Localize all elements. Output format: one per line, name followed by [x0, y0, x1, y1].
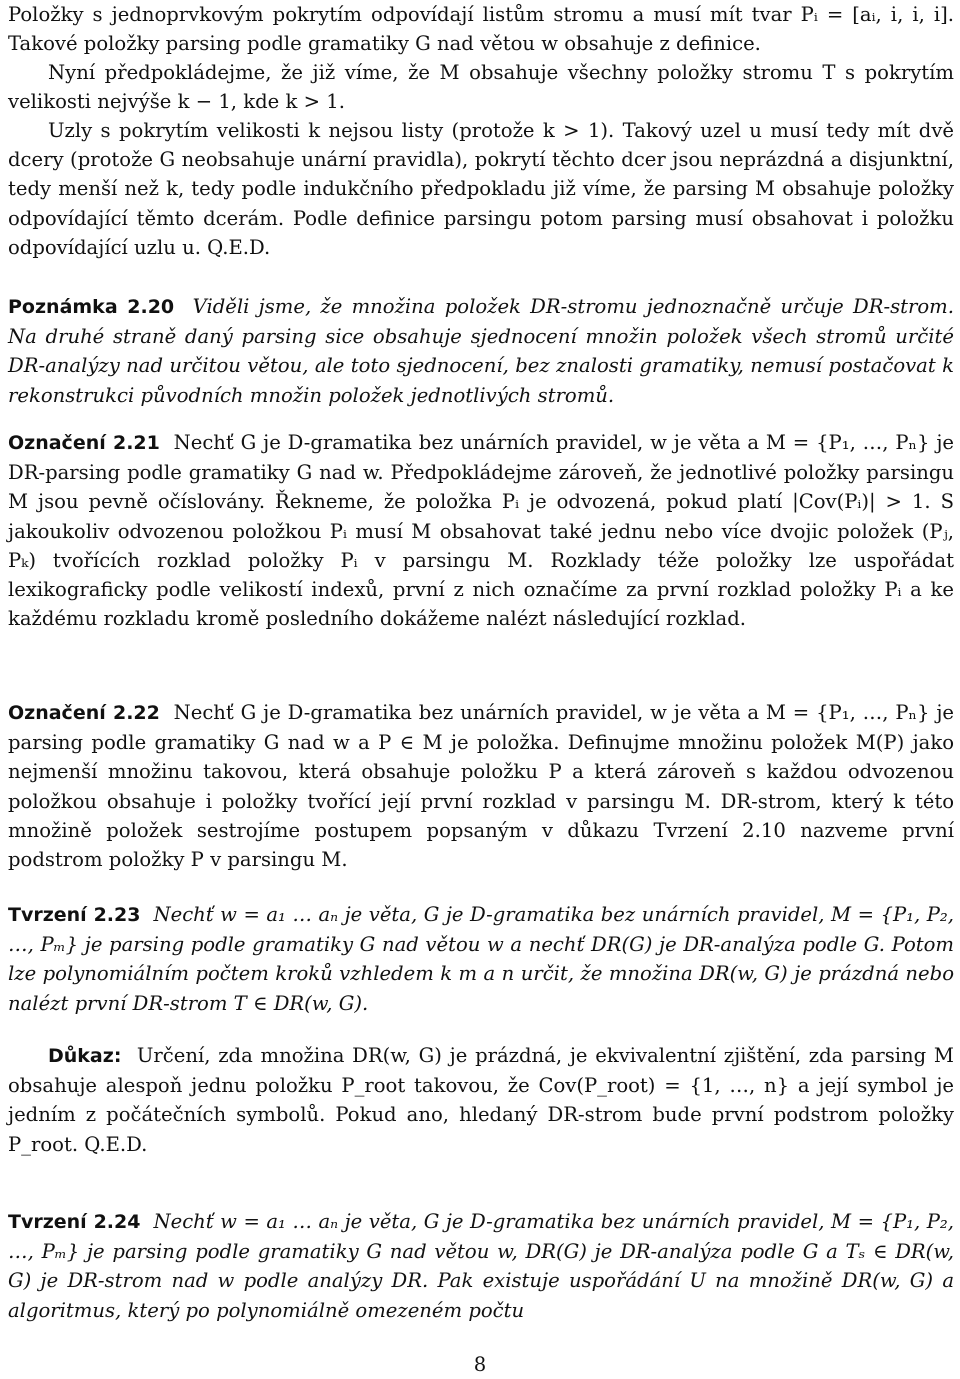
intro-text-3: Uzly s pokrytím velikosti k nejsou listy (protože k > 1). Takový uzel u musí tedy mít dvě dcery (protože G neobsahuje unární pravidla), pokrytí těchto dcer jsou neprázdná a disjunktní, tedy menší než k, tedy podle indukčního předpokladu již víme, že parsing M obsahuje položky odpovídající těmto dcerám. Podle definice parsingu potom parsing musí obsahovat i položku odpovídající uzlu u. Q.E.D. [8, 119, 954, 259]
proposition-23-label: Tvrzení 2.23 [8, 904, 141, 926]
proof-label: Důkaz: [48, 1045, 122, 1067]
page-number: 8 [473, 1353, 487, 1376]
intro-text-1: Položky s jednoprvkovým pokrytím odpovídají listům stromu a musí mít tvar Pᵢ = [aᵢ, i, i, i]. Takové položky parsing podle gramatiky G nad větou w obsahuje z definice. [8, 3, 954, 56]
proposition-23-text: Nechť w = a₁ … aₙ je věta, G je D-gramatika bez unárních pravidel, M = {P₁, P₂, …, Pₘ} je parsing podle gramatiky G nad větou w a nechť DR(G) je DR-analýza podle G. Potom lze polynomiálním počtem kroků vzhledem k m a n určit, že množina DR(w, G) je prázdná nebo nalézt první DR-strom T ∈ DR(w, G). [8, 903, 954, 1015]
proof-text: Určení, zda množina DR(w, G) je prázdná, je ekvivalentní zjištění, zda parsing M obsahuje alespoň jednu položku P_root takovou, že Cov(P_root) = {1, …, n} a její symbol je jedním z počátečních symbolů. Pokud ano, hledaný DR-strom bude první podstrom položky P_root. Q.E.D. [8, 1044, 954, 1156]
remark-2-20 [8, 292, 954, 410]
notation-22-text: Nechť G je D-gramatika bez unárních pravidel, w je věta a M = {P₁, …, Pₙ} je parsing podle gramatiky G nad w a P ∈ M je položka. Definujme množinu položek M(P) jako nejmenší množinu takovou, která obsahuje položku P a která zároveň s každou odvozenou položkou obsahuje i položky tvořící její první rozklad v parsingu M. DR-strom, který k této množině položek sestrojíme postupem popsaným v důkazu Tvrzení 2.10 nazveme první podstrom položky P v parsingu M. [8, 701, 954, 872]
intro-paragraph-2 [8, 58, 954, 116]
remark-label: Poznámka 2.20 [8, 296, 175, 318]
notation-21-label: Označení 2.21 [8, 432, 160, 454]
remark-text: Viděli jsme, že množina položek DR-stromu jednoznačně určuje DR-strom. Na druhé straně daný parsing sice obsahuje sjednocení množin položek všech stromů určité DR-analýzy nad určitou větou, ale toto sjednocení, bez znalosti gramatiky, nemusí postačovat k rekonstrukci původních množin položek jednotlivých stromů. [8, 295, 954, 407]
notation-21-text: Nechť G je D-gramatika bez unárních pravidel, w je věta a M = {P₁, …, Pₙ} je DR-parsing podle gramatiky G nad w. Předpokládejme zároveň, že jednotlivé položky parsingu M jsou pevně očíslovány. Řekneme, že položka Pᵢ je odvozená, pokud platí |Cov(Pᵢ)| > 1. S jakoukoliv odvozenou položkou Pᵢ musí M obsahovat také jednu nebo více dvojic položek (Pⱼ, Pₖ) tvořících rozklad položky Pᵢ v parsingu M. Rozklady téže položky lze uspořádat lexikograficky podle velikostí indexů, první z nich označíme za první rozklad položky Pᵢ a ke každému rozkladu kromě posledního dokážeme nalézt následující rozklad. [8, 431, 954, 631]
proof [8, 1041, 954, 1159]
proposition-24-label: Tvrzení 2.24 [8, 1211, 141, 1233]
intro-paragraph-3 [8, 116, 954, 262]
proposition-2-24 [8, 1207, 954, 1325]
proposition-2-23 [8, 900, 954, 1018]
notation-2-22 [8, 698, 954, 874]
notation-22-label: Označení 2.22 [8, 702, 160, 724]
intro-text-2: Nyní předpokládejme, že již víme, že M obsahuje všechny položky stromu T s pokrytím velikosti nejvýše k − 1, kde k > 1. [8, 61, 954, 114]
notation-2-21 [8, 428, 954, 633]
intro-paragraph-1 [8, 0, 954, 58]
proposition-24-text: Nechť w = a₁ … aₙ je věta, G je D-gramatika bez unárních pravidel, M = {P₁, P₂, …, Pₘ} je parsing podle gramatiky G nad větou w, DR(G) je DR-analýza podle G a Tₛ ∈ DR(w, G) je DR-strom nad w podle analýzy DR. Pak existuje uspořádání U na množině DR(w, G) a algoritmus, který po polynomiálně omezeném počtu [8, 1210, 954, 1322]
